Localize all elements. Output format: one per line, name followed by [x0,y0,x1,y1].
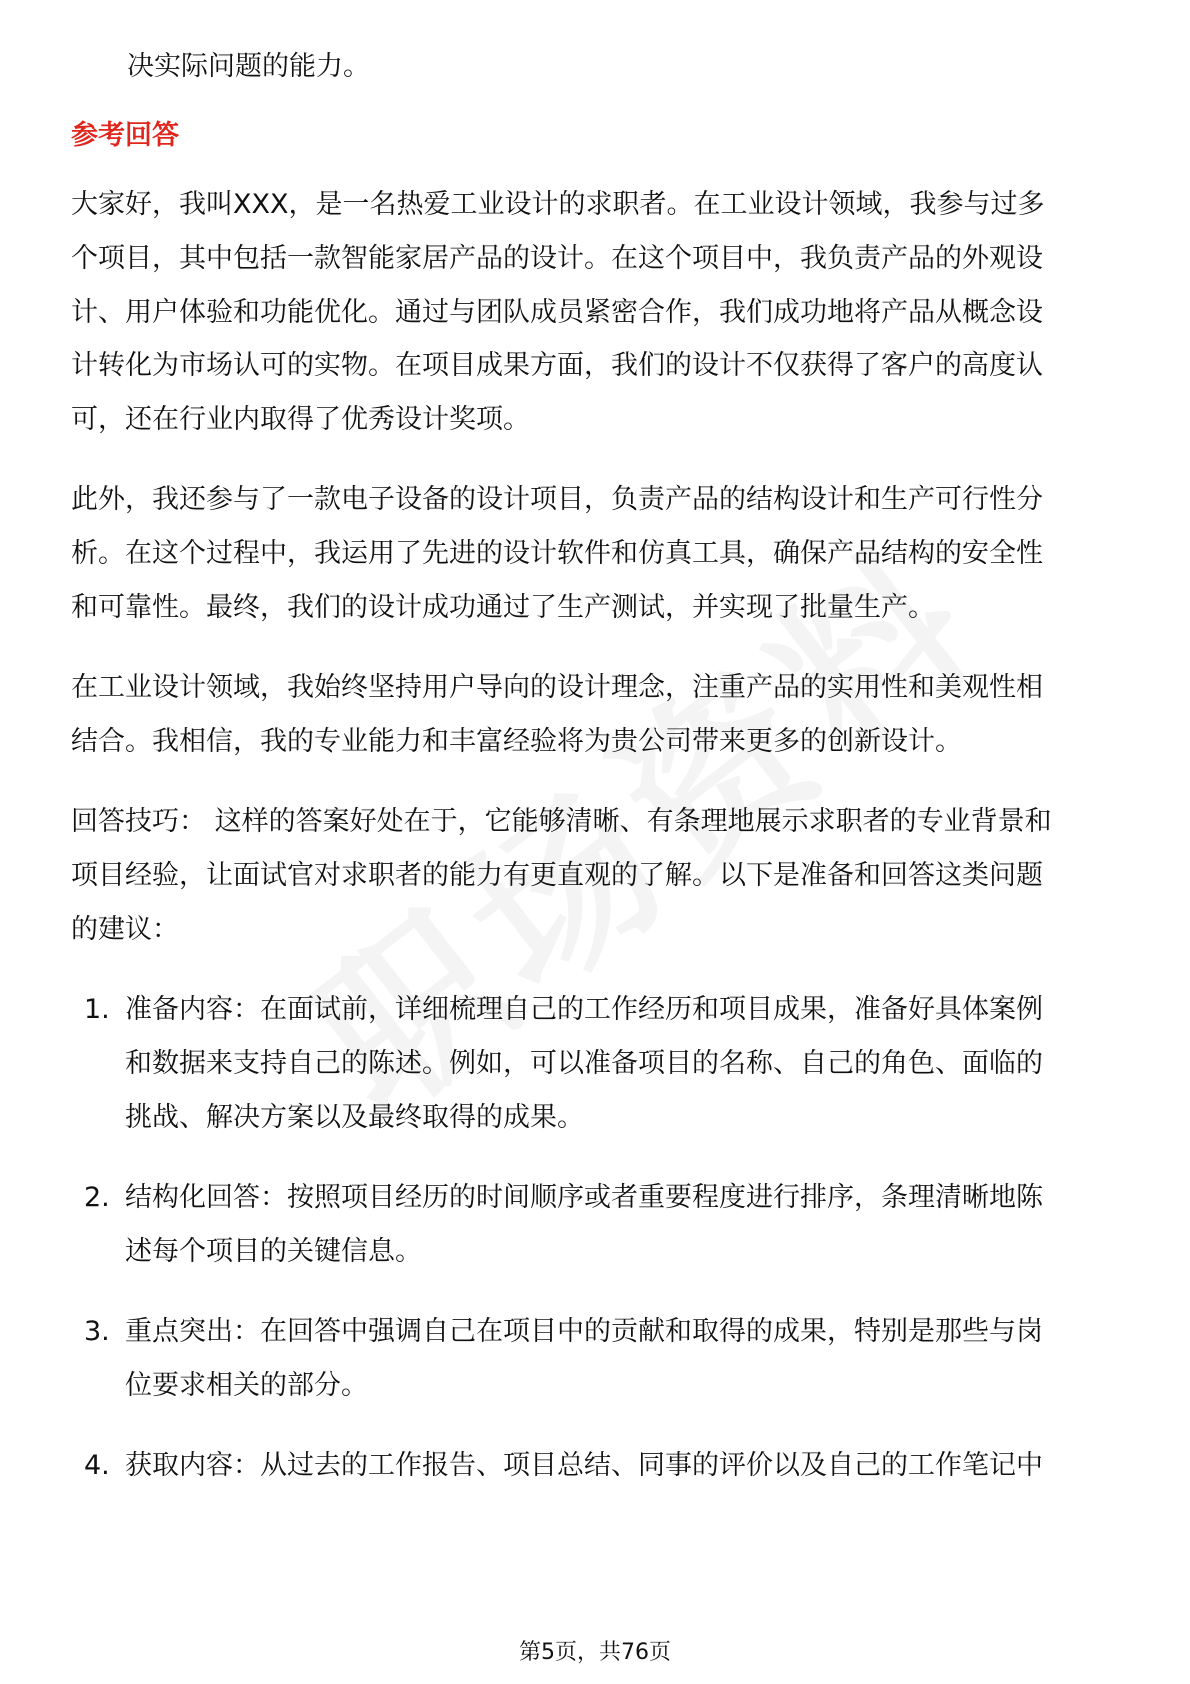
paragraph-line: 计、用户体验和功能优化。通过与团队成员紧密合作，我们成功地将产品从概念设 [71,297,1043,328]
paragraph-line: 和可靠性。最终，我们的设计成功通过了生产测试，并实现了批量生产。 [71,592,935,623]
list-number: 2. [84,1182,110,1213]
list-item-line: 结构化回答：按照项目经历的时间顺序或者重要程度进行排序，条理清晰地陈 [125,1182,1043,1213]
continuation-text: 决实际问题的能力。 [127,51,370,82]
list-number: 3. [84,1316,110,1347]
paragraph-line: 计转化为市场认可的实物。在项目成果方面，我们的设计不仅获得了客户的高度认 [71,350,1043,381]
page-footer: 第5页，共76页 [519,1640,671,1665]
section-heading: 参考回答 [71,120,179,151]
paragraph-line: 此外，我还参与了一款电子设备的设计项目，负责产品的结构设计和生产可行性分 [71,484,1043,515]
list-item-line: 获取内容：从过去的工作报告、项目总结、同事的评价以及自己的工作笔记中 [125,1450,1043,1481]
list-item-line: 述每个项目的关键信息。 [125,1236,422,1267]
paragraph-line: 在工业设计领域，我始终坚持用户导向的设计理念，注重产品的实用性和美观性相 [71,672,1043,703]
list-item-line: 和数据来支持自己的陈述。例如，可以准备项目的名称、自己的角色、面临的 [125,1048,1043,1079]
tips-line: 回答技巧： 这样的答案好处在于，它能够清晰、有条理地展示求职者的专业背景和 [71,806,1052,837]
list-item-line: 准备内容：在面试前，详细梳理自己的工作经历和项目成果，准备好具体案例 [125,994,1043,1025]
paragraph-line: 结合。我相信，我的专业能力和丰富经验将为贵公司带来更多的创新设计。 [71,726,962,757]
paragraph-line: 可，还在行业内取得了优秀设计奖项。 [71,404,530,435]
tips-line: 项目经验，让面试官对求职者的能力有更直观的了解。以下是准备和回答这类问题 [71,860,1043,891]
paragraph-line: 大家好，我叫XXX，是一名热爱工业设计的求职者。在工业设计领域，我参与过多 [71,189,1045,220]
paragraph-line: 析。在这个过程中，我运用了先进的设计软件和仿真工具，确保产品结构的安全性 [71,538,1043,569]
tips-line: 的建议： [71,914,179,945]
list-number: 1. [84,994,110,1025]
paragraph-line: 个项目，其中包括一款智能家居产品的设计。在这个项目中，我负责产品的外观设 [71,243,1043,274]
list-item-line: 挑战、解决方案以及最终取得的成果。 [125,1102,584,1133]
list-item-line: 位要求相关的部分。 [125,1370,368,1401]
list-item-line: 重点突出：在回答中强调自己在项目中的贡献和取得的成果，特别是那些与岗 [125,1316,1043,1347]
list-number: 4. [84,1450,110,1481]
